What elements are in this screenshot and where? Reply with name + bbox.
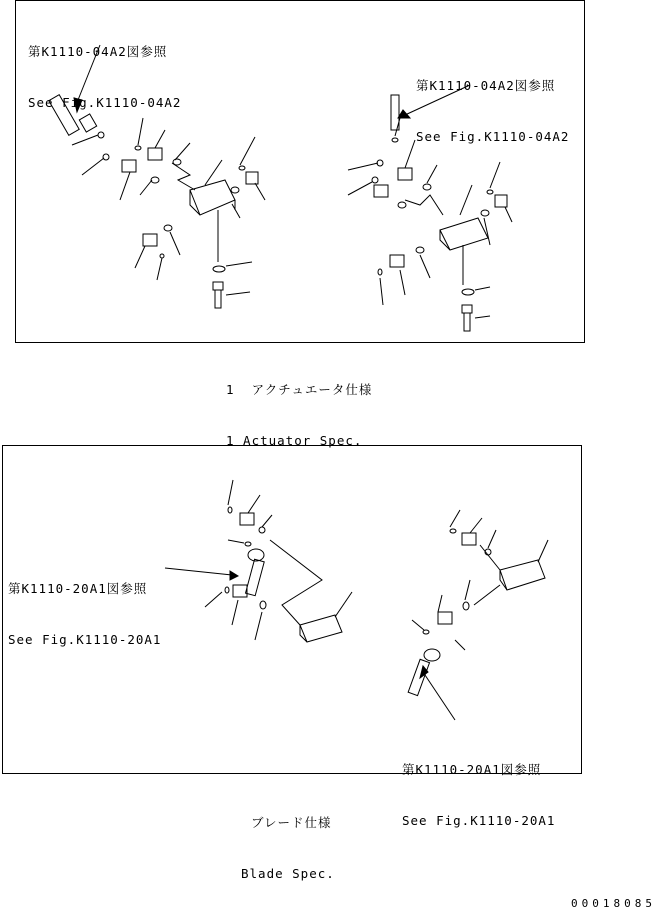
reference-jp: 第K1110-20A1図参照 xyxy=(8,581,148,596)
reference-en: See Fig.K1110-20A1 xyxy=(402,813,556,828)
reference-label xyxy=(416,43,569,162)
caption-en: Blade Spec. xyxy=(241,866,335,881)
document-number: 00018085 xyxy=(571,897,656,910)
reference-en: See Fig.K1110-04A2 xyxy=(28,95,182,110)
reference-en: See Fig.K1110-04A2 xyxy=(416,129,570,144)
reference-jp: 第K1110-20A1図参照 xyxy=(402,762,542,777)
caption-jp: ブレード仕様 xyxy=(251,815,332,830)
panel-caption xyxy=(241,780,335,899)
blade-right-assembly xyxy=(408,510,548,720)
caption-jp: 1 アクチュエータ仕様 xyxy=(226,382,373,397)
reference-label xyxy=(402,727,555,846)
reference-label xyxy=(8,546,161,665)
reference-en: See Fig.K1110-20A1 xyxy=(8,632,162,647)
caption-en: 1 Actuator Spec. xyxy=(226,433,363,448)
reference-label xyxy=(28,9,181,128)
blade-left-assembly xyxy=(165,480,352,642)
panel-caption xyxy=(226,347,372,466)
reference-jp: 第K1110-04A2図参照 xyxy=(416,78,556,93)
reference-jp: 第K1110-04A2図参照 xyxy=(28,44,168,59)
